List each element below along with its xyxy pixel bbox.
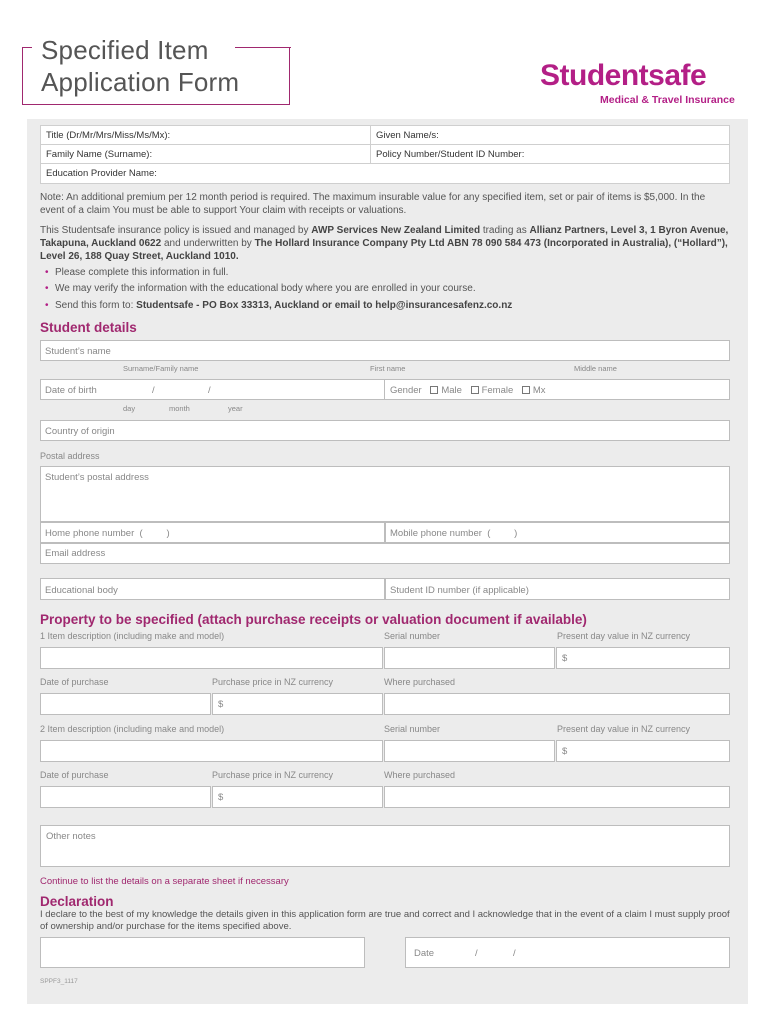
item2-description-label: 2 Item description (including make and model) (40, 724, 225, 734)
mobile-phone-label: Mobile phone number ( ) (390, 528, 518, 539)
declaration-date-slash-2: / (513, 948, 516, 959)
students-name-input[interactable] (40, 340, 730, 361)
item1-where-purchased-label: Where purchased (384, 677, 456, 687)
note-paragraph: Note: An additional premium per 12 month period is required. The maximum insurable value for any specified item, set or pair of items is $5,000. In the event of a claim You must be able to support Your claim with receipts or valuations. (40, 192, 706, 216)
item1-value-dollar: $ (562, 653, 568, 664)
item2-present-value-label: Present day value in NZ currency (557, 724, 691, 734)
item1-price-dollar: $ (218, 699, 224, 710)
middle-name-sublabel: Middle name (574, 364, 617, 373)
item2-date-purchase-input[interactable] (40, 786, 211, 808)
item2-purchase-price-label: Purchase price in NZ currency (212, 770, 334, 780)
gender-mx-checkbox[interactable] (522, 386, 530, 394)
property-heading: Property to be specified (attach purchase receipts or valuation document if available) (40, 612, 587, 627)
item1-purchase-price-input[interactable] (212, 693, 383, 715)
students-name-label: Student’s name (45, 346, 111, 357)
day-sublabel: day (123, 404, 136, 413)
surname-sublabel: Surname/Family name (123, 364, 199, 373)
item2-where-purchased-input[interactable] (384, 786, 730, 808)
bullet-send-form: • Send this form to: Studentsafe - PO Box 33313, Auckland or email to help@insurancesafenz.co.nz (55, 299, 512, 312)
declaration-date-label: Date (414, 948, 435, 959)
student-id-label: Student ID number (if applicable) (390, 585, 529, 596)
item1-description-label: 1 Item description (including make and model) (40, 631, 225, 641)
item2-where-purchased-label: Where purchased (384, 770, 456, 780)
dob-label: Date of birth (45, 385, 97, 396)
declaration-date-input[interactable] (405, 937, 730, 968)
other-notes-label: Other notes (46, 831, 96, 842)
declaration-text: I declare to the best of my knowledge the details given in this application form are true and correct and I acknowledge that in the event of a claim I must supply proof of ownership and/or purchase for the items specified above. (40, 909, 730, 932)
gender-group: Gender Male Female Mx (390, 385, 546, 396)
month-sublabel: month (169, 404, 190, 413)
item2-serial-input[interactable] (384, 740, 555, 762)
gender-male-checkbox[interactable] (430, 386, 438, 394)
given-names-field[interactable]: Given Name/s: (376, 130, 439, 141)
item2-present-value-input[interactable] (556, 740, 730, 762)
other-notes-input[interactable] (40, 825, 730, 867)
policyholder-info-table (40, 125, 730, 184)
item2-purchase-price-input[interactable] (212, 786, 383, 808)
item1-where-purchased-input[interactable] (384, 693, 730, 715)
item1-date-purchase-input[interactable] (40, 693, 211, 715)
item2-description-input[interactable] (40, 740, 383, 762)
studentsafe-logo: Studentsafe (540, 59, 707, 92)
bullet-verify-info: • We may verify the information with the educational body where you are enrolled in your course. (55, 282, 476, 295)
postal-address-label: Student’s postal address (45, 472, 149, 483)
continue-note: Continue to list the details on a separate sheet if necessary (40, 876, 289, 887)
item2-price-dollar: $ (218, 792, 224, 803)
declaration-heading: Declaration (40, 894, 114, 909)
education-provider-field[interactable]: Education Provider Name: (46, 168, 157, 179)
policy-number-field[interactable]: Policy Number/Student ID Number: (376, 149, 525, 160)
title-field[interactable]: Title (Dr/Mr/Mrs/Miss/Ms/Mx): (41, 126, 371, 144)
email-label: Email address (45, 548, 106, 559)
item1-description-input[interactable] (40, 647, 383, 669)
form-title-line1: Specified Item (41, 35, 209, 65)
form-code: SPPF3_1117 (40, 978, 78, 985)
declaration-date-slash-1: / (475, 948, 478, 959)
item1-date-purchase-label: Date of purchase (40, 677, 109, 687)
gender-female-checkbox[interactable] (471, 386, 479, 394)
student-details-heading: Student details (40, 320, 137, 335)
year-sublabel: year (228, 404, 243, 413)
item2-serial-label: Serial number (384, 724, 441, 734)
bullet-complete-info: • Please complete this information in full. (55, 266, 228, 279)
policy-paragraph: This Studentsafe insurance policy is issued and managed by AWP Services New Zealand Limited trading as Allianz Partners, Level 3, 1 Byron Avenue, Takapuna, Auckland 0622 and underwritten by The Hollard Insurance Company Pty Ltd ABN 78 090 584 473 (Incorporated in Australia), (“Hollard”), Level 26, 188 Quay Street, Auckland 1010. (40, 225, 729, 262)
country-of-origin-input[interactable] (40, 420, 730, 441)
signature-input[interactable] (40, 937, 365, 968)
family-name-field[interactable]: Family Name (Surname): (41, 145, 371, 163)
postal-address-heading: Postal address (40, 451, 100, 461)
item1-serial-label: Serial number (384, 631, 441, 641)
form-title-line2: Application Form (41, 67, 240, 97)
item1-present-value-input[interactable] (556, 647, 730, 669)
first-name-sublabel: First name (370, 364, 406, 373)
item1-serial-input[interactable] (384, 647, 555, 669)
email-input[interactable] (40, 543, 730, 564)
country-of-origin-label: Country of origin (45, 426, 115, 437)
item1-purchase-price-label: Purchase price in NZ currency (212, 677, 334, 687)
form-title-box (22, 35, 290, 105)
item2-value-dollar: $ (562, 746, 568, 757)
home-phone-label: Home phone number ( ) (45, 528, 170, 539)
dob-slash-1: / (152, 385, 155, 396)
educational-body-label: Educational body (45, 585, 118, 596)
logo-tagline: Medical & Travel Insurance (600, 94, 735, 106)
item2-date-purchase-label: Date of purchase (40, 770, 109, 780)
dob-slash-2: / (208, 385, 211, 396)
item1-present-value-label: Present day value in NZ currency (557, 631, 691, 641)
